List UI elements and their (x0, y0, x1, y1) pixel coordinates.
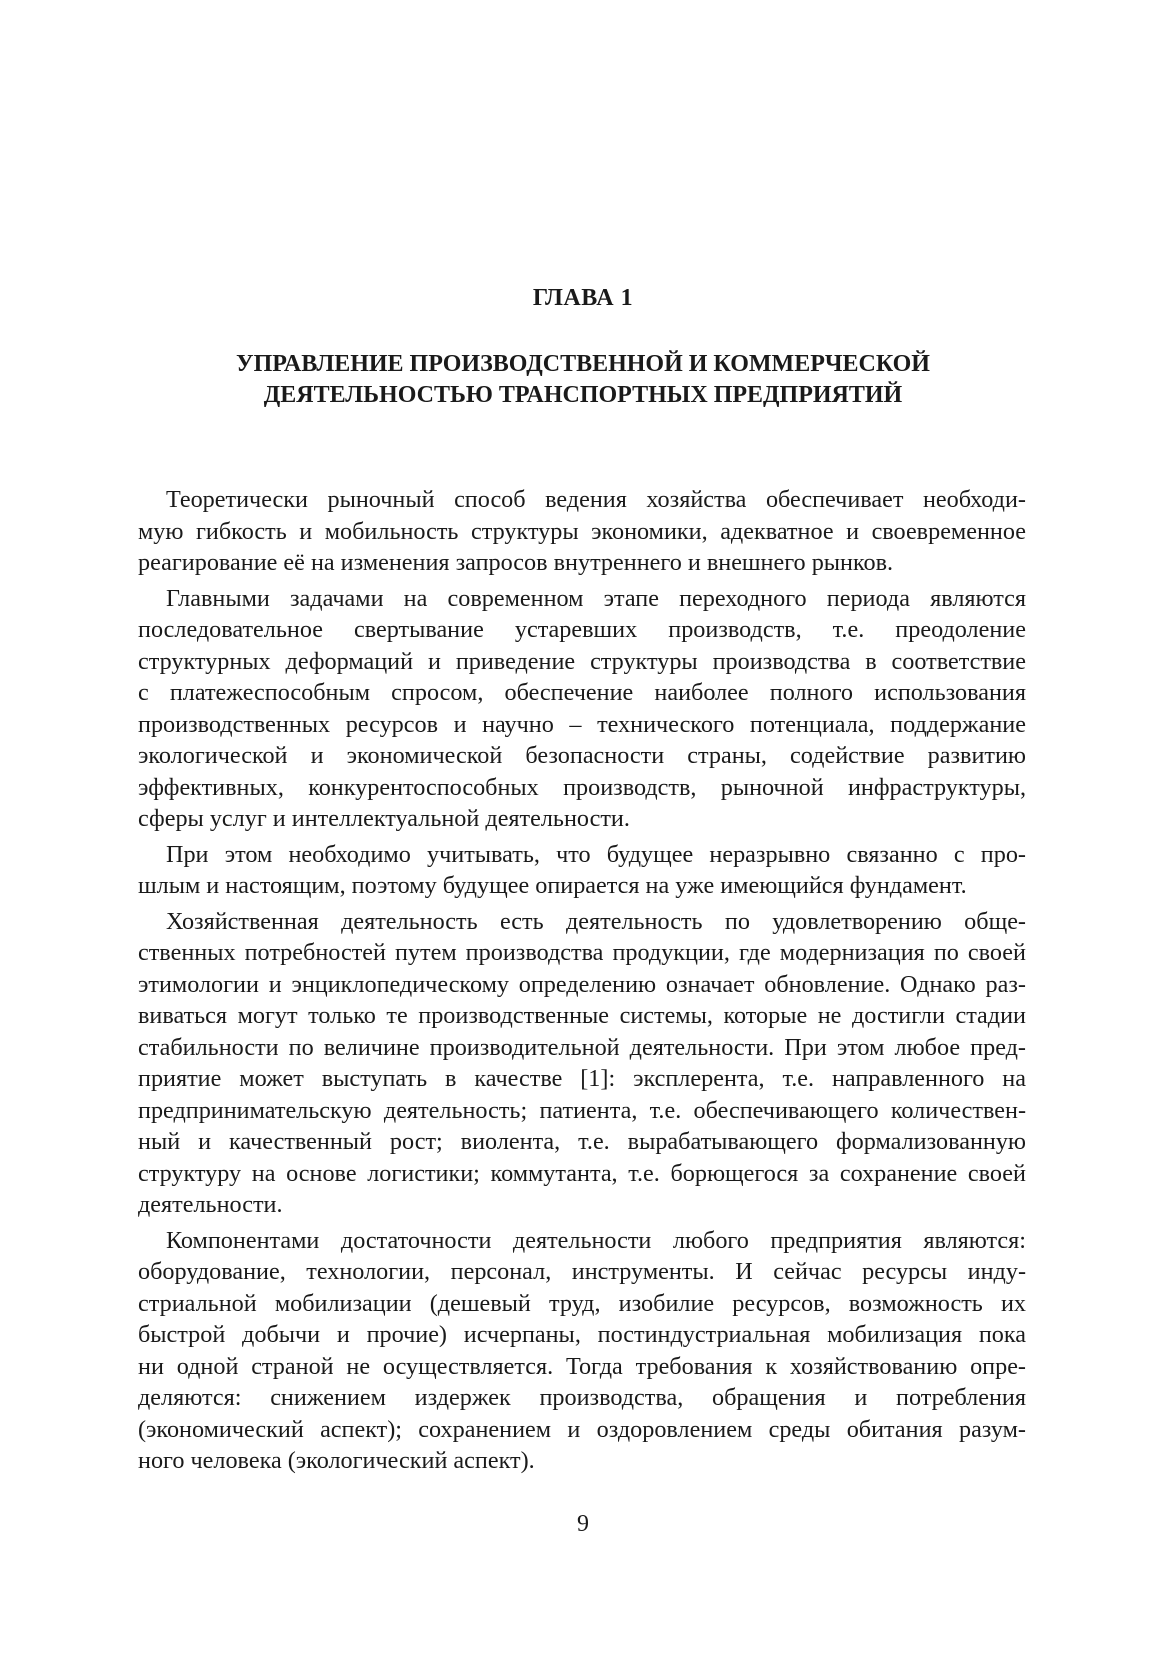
text-line: мую гибкость и мобильность структуры экономики, адекватное и своевременное (138, 517, 1026, 545)
text-line: Главными задачами на современном этапе переходного периода являются (166, 584, 1026, 612)
text-line: ственных потребностей путем производства продукции, где модернизация по своей (138, 939, 1026, 966)
chapter-title-line: ДЕЯТЕЛЬНОСТЬЮ ТРАНСПОРТНЫХ ПРЕДПРИЯТИЙ (263, 382, 903, 408)
text-line: эффективных, конкурентоспособных производств, рыночной инфраструктуры, (138, 773, 1026, 801)
text-line: приятие может выступать в качестве [1]: эксплерента, т.е. направленного на (138, 1065, 1026, 1092)
text-line: этимологии и энциклопедическому определению означает обновление. Однако раз- (138, 970, 1026, 998)
paragraph (138, 839, 1026, 902)
text-line: деляются: снижением издержек производства, обращения и потребления (138, 1384, 1026, 1411)
paragraph (138, 906, 1026, 1221)
text-line: ный и качественный рост; виолента, т.е. вырабатывающего формализованную (138, 1128, 1026, 1155)
chapter-title-line: УПРАВЛЕНИЕ ПРОИЗВОДСТВЕННОЙ И КОММЕРЧЕСКОЙ (236, 351, 930, 377)
text-line: стриальной мобилизации (дешевый труд, изобилие ресурсов, возможность их (138, 1289, 1026, 1317)
chapter-label: ГЛАВА 1 (532, 285, 634, 311)
text-line: ни одной страной не осуществляется. Тогда требования к хозяйствованию опре- (138, 1352, 1026, 1380)
paragraph (138, 583, 1026, 835)
page-number: 9 (577, 1511, 589, 1537)
text-line: деятельности. (138, 1191, 283, 1218)
text-line: (экономический аспект); сохранением и оздоровлением среды обитания разум- (138, 1415, 1026, 1443)
text-line: экологической и экономической безопасности страны, содействие развитию (138, 742, 1026, 769)
text-line: быстрой добычи и прочие) исчерпаны, постиндустриальная мобилизация пока (138, 1321, 1026, 1348)
text-line: оборудование, технологии, персонал, инструменты. И сейчас ресурсы инду- (138, 1258, 1026, 1285)
text-line: с платежеспособным спросом, обеспечение наиболее полного использования (138, 679, 1026, 706)
paragraph (138, 484, 1026, 579)
text-line: шлым и настоящим, поэтому будущее опирается на уже имеющийся фундамент. (138, 872, 967, 899)
text-line: предпринимательскую деятельность; патиента, т.е. обеспечивающего количествен- (138, 1096, 1026, 1124)
text-line: сферы услуг и интеллектуальной деятельности. (138, 805, 630, 832)
text-line: виваться могут только те производственные системы, которые не достигли стадии (138, 1002, 1026, 1029)
paragraph (138, 1225, 1026, 1477)
text-line: При этом необходимо учитывать, что будущее неразрывно связанно с про- (166, 840, 1026, 868)
text-line: реагирование её на изменения запросов внутреннего и внешнего рынков. (138, 549, 894, 576)
text-line: Хозяйственная деятельность есть деятельность по удовлетворению обще- (166, 907, 1026, 935)
text-line: структурных деформаций и приведение структуры производства в соответствие (138, 647, 1026, 675)
text-line: последовательное свертывание устаревших производств, т.е. преодоление (138, 616, 1026, 643)
body-text (138, 484, 1026, 1481)
chapter-title (140, 349, 1026, 411)
text-line: ного человека (экологический аспект). (138, 1447, 535, 1474)
text-line: стабильности по величине производительной деятельности. При этом любое пред- (138, 1033, 1026, 1061)
text-line: Компонентами достаточности деятельности любого предприятия являются: (166, 1226, 1026, 1254)
text-line: структуру на основе логистики; коммутанта, т.е. борющегося за сохранение своей (138, 1159, 1026, 1187)
text-line: Теоретически рыночный способ ведения хозяйства обеспечивает необходи- (166, 486, 1026, 513)
text-line: производственных ресурсов и научно – технического потенциала, поддержание (138, 710, 1026, 738)
